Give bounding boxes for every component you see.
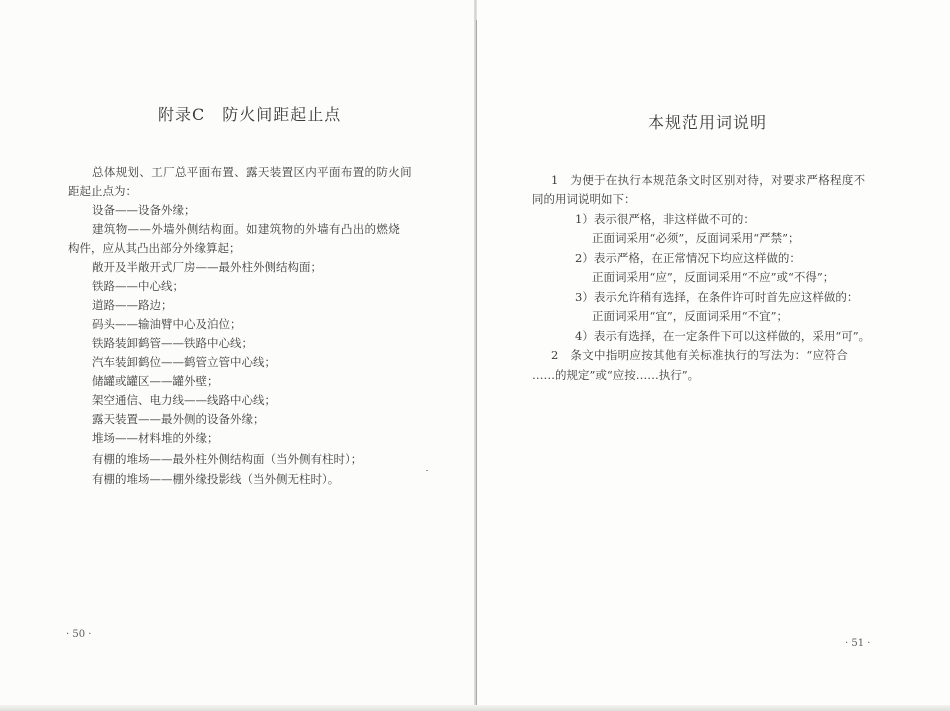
body-line: 4）表示有选择，在一定条件下可以这样做的，采用“可”。: [575, 329, 871, 343]
body-line: ……的规定”或“应按……执行”。: [532, 368, 700, 382]
body-line: 距起止点为：: [68, 184, 137, 198]
body-line: 同的用词说明如下：: [532, 192, 636, 206]
right-page: [477, 0, 950, 711]
body-line: 有棚的堆场——最外柱外侧结构面（当外侧有柱时）；: [92, 452, 363, 466]
body-line: 正面词采用“应”，反面词采用“不应”或“不得”；: [592, 270, 835, 284]
body-line: 总体规划、工厂总平面布置、露天装置区内平面布置的防火间: [92, 165, 412, 179]
body-line: 敞开及半敞开式厂房——最外柱外侧结构面；: [92, 260, 322, 274]
page-number-right: · 51 ·: [845, 638, 871, 649]
body-line: 正面词采用“宜”，反面词采用“不宜”；: [592, 309, 789, 323]
left-page: [0, 0, 474, 711]
body-line: 设备——设备外缘；: [92, 203, 196, 217]
body-line: 架空通信、电力线——线路中心线；: [92, 393, 276, 407]
body-line: 储罐或罐区——罐外壁；: [92, 374, 219, 388]
body-line: 2 条文中指明应按其他有关标准执行的写法为：“应符合: [551, 348, 848, 362]
body-line: 建筑物——外墙外侧结构面。如建筑物的外墙有凸出的燃烧: [92, 222, 401, 236]
body-line: 1 为便于在执行本规范条文时区别对待，对要求严格程度不: [551, 173, 866, 187]
body-line: 汽车装卸鹤位——鹤管立管中心线；: [92, 355, 276, 369]
page-bottom-edge: [0, 705, 950, 711]
body-line: 有棚的堆场——棚外缘投影线（当外侧无柱时）。: [92, 472, 340, 486]
body-line: 堆场——材料堆的外缘；: [92, 431, 219, 445]
body-line: 正面词采用“必须”，反面词采用“严禁”；: [592, 231, 800, 245]
body-line: 铁路装卸鹤管——铁路中心线；: [92, 336, 253, 350]
body-line: 码头——输油臂中心及泊位；: [92, 317, 242, 331]
body-line: 2）表示严格，在正常情况下均应这样做的：: [575, 251, 801, 265]
appendix-c-title: 附录C 防火间距起止点: [158, 105, 342, 124]
terms-explanation-title: 本规范用词说明: [648, 113, 768, 132]
body-line: 道路——路边；: [92, 298, 173, 312]
body-line: 3）表示允许稍有选择，在条件许可时首先应这样做的：: [575, 290, 859, 304]
body-line: 构件，应从其凸出部分外缘算起；: [68, 241, 241, 255]
scan-speck: [426, 470, 428, 471]
page-number-left: · 50 ·: [66, 629, 92, 640]
body-line: 1）表示很严格，非这样做不可的：: [575, 212, 755, 226]
body-line: 铁路——中心线；: [92, 279, 184, 293]
body-line: 露天装置——最外侧的设备外缘；: [92, 412, 265, 426]
